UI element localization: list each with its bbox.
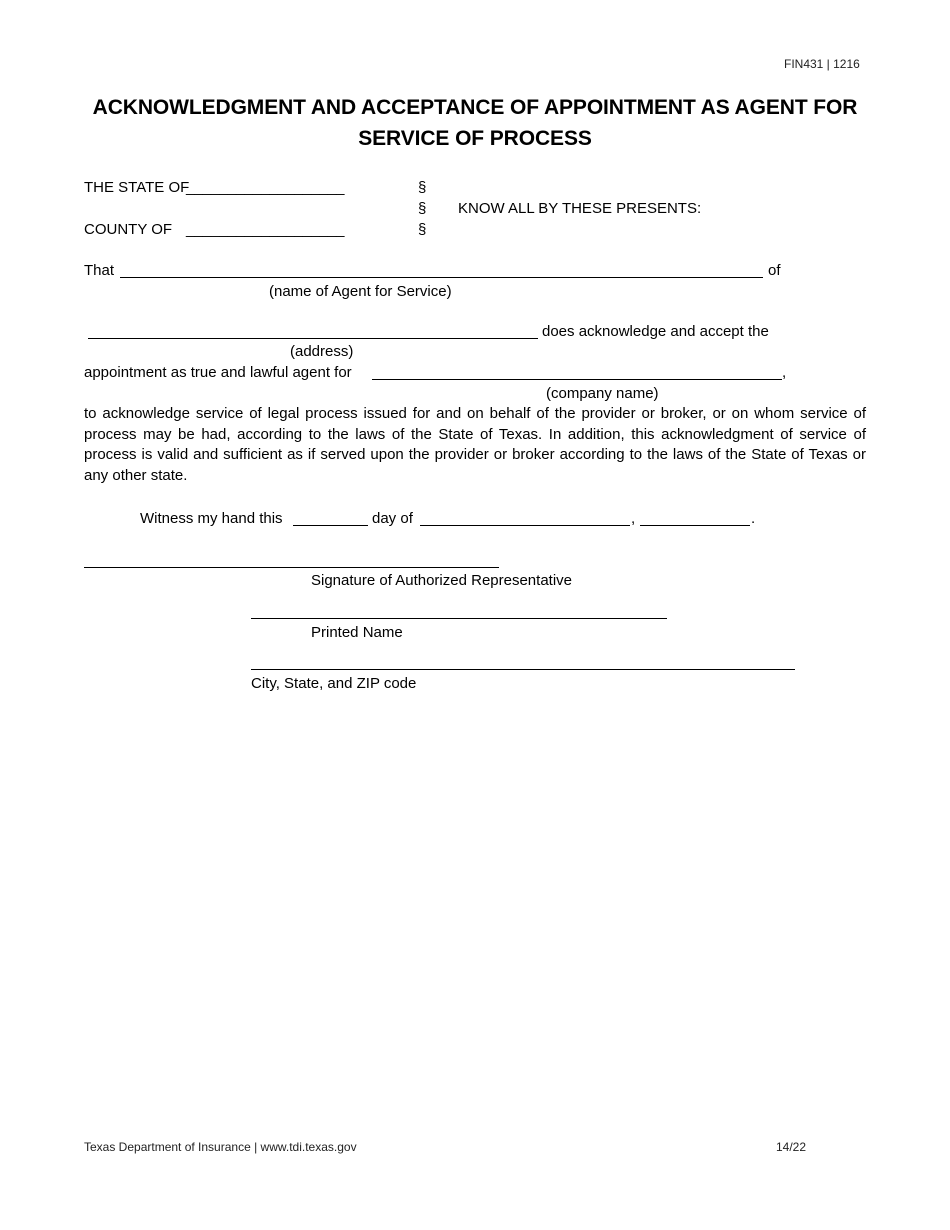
company-blank-text	[372, 364, 782, 382]
day-blank-text	[293, 510, 368, 528]
witness-text: Witness my hand this	[140, 510, 283, 527]
that-label: That	[84, 262, 115, 279]
section-symbol-1: §	[418, 179, 427, 196]
signature-label: Signature of Authorized Representative	[311, 572, 572, 589]
county-field[interactable]: ___________________	[186, 221, 345, 238]
agent-blank-text	[120, 262, 763, 280]
month-comma: ,	[631, 510, 636, 527]
footer-org: Texas Department of Insurance | www.tdi.texas.gov	[84, 1140, 357, 1154]
company-name-caption: (company name)	[546, 385, 659, 402]
page-number: 14/22	[776, 1140, 807, 1154]
address-caption: (address)	[290, 343, 354, 360]
state-label: THE STATE OF	[84, 179, 190, 196]
year-period: .	[751, 510, 756, 527]
section-symbol-3: §	[418, 221, 427, 238]
city-state-zip-label: City, State, and ZIP code	[251, 675, 417, 692]
title-line-2: SERVICE OF PROCESS	[358, 127, 592, 150]
month-blank-text	[420, 510, 630, 528]
of-label: of	[768, 262, 781, 279]
address-blank-text	[88, 323, 538, 341]
company-comma: ,	[782, 364, 787, 381]
year-blank-text	[640, 510, 750, 528]
county-label: COUNTY OF	[84, 221, 173, 238]
section-symbol-2: §	[418, 200, 427, 217]
day-of-text: day of	[372, 510, 413, 527]
know-all-heading: KNOW ALL BY THESE PRESENTS:	[458, 200, 702, 217]
printed-name-line[interactable]	[251, 618, 667, 619]
agent-name-caption: (name of Agent for Service)	[269, 283, 452, 300]
city-state-zip-line[interactable]	[251, 669, 795, 670]
accept-text: does acknowledge and accept the	[542, 323, 769, 340]
state-field[interactable]: ___________________	[186, 179, 345, 196]
signature-line[interactable]	[84, 567, 499, 568]
printed-name-label: Printed Name	[311, 624, 403, 641]
body-paragraph: to acknowledge service of legal process issued for and on behalf of the provider or broker, or on whom service of process may be had, according to the laws of the State of Texas. In addition, this acknowledgment of service of process is valid and sufficient as if served upon the provider or broker according to the laws of the State of Texas or any other state.	[84, 405, 866, 485]
appointment-text: appointment as true and lawful agent for	[84, 364, 352, 381]
form-title	[60, 92, 890, 154]
form-id: FIN431 | 1216	[784, 57, 860, 71]
title-line-1: ACKNOWLEDGMENT AND ACCEPTANCE OF APPOINTMENT AS AGENT FOR	[92, 96, 858, 119]
